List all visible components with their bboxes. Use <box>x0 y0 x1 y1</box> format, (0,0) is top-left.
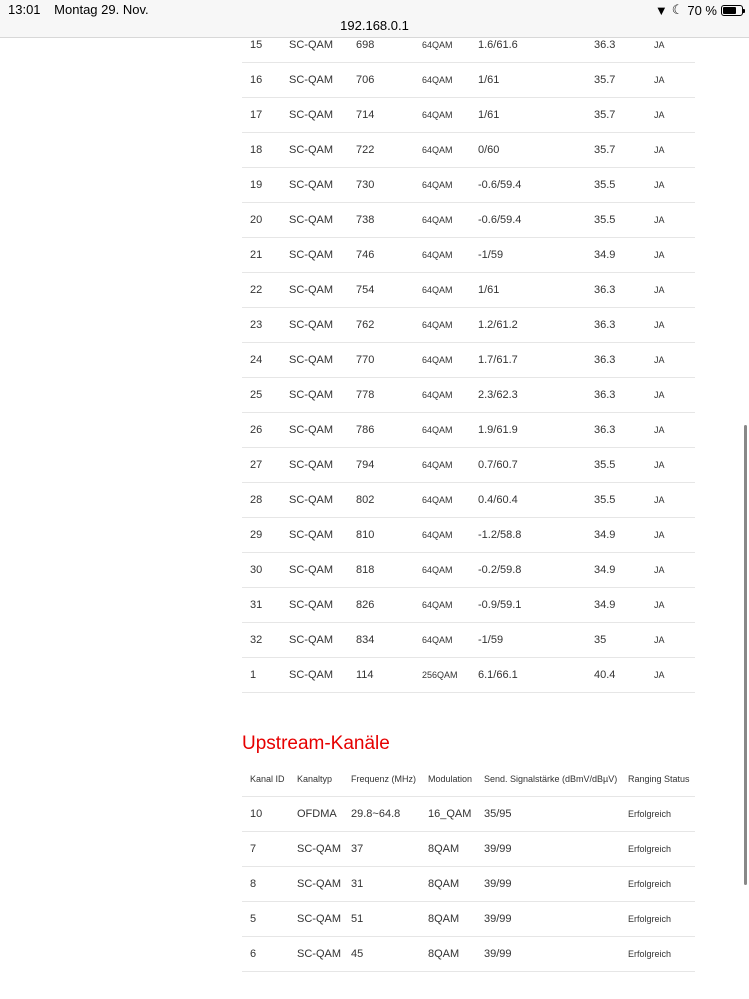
browser-top-bar <box>0 0 749 38</box>
channel-id: 30 <box>250 564 263 576</box>
frequency: 706 <box>356 74 375 86</box>
downstream-table <box>242 28 695 693</box>
locked: JA <box>654 75 665 85</box>
channel-type: SC-QAM <box>289 634 333 646</box>
modulation: 64QAM <box>422 565 453 575</box>
channel-id: 24 <box>250 354 263 366</box>
channel-id: 10 <box>250 808 263 820</box>
frequency: 738 <box>356 214 375 226</box>
scrollbar[interactable] <box>744 425 747 885</box>
snr: 36.3 <box>594 319 616 331</box>
power: -1.2/58.8 <box>478 529 522 541</box>
header-channel-id: Kanal ID <box>250 774 285 784</box>
channel-id: 16 <box>250 74 263 86</box>
status-time: 13:01 <box>8 2 41 17</box>
channel-id: 8 <box>250 878 257 890</box>
frequency: 810 <box>356 529 375 541</box>
snr: 36.3 <box>594 39 616 51</box>
power: -1/59 <box>478 249 504 261</box>
channel-id: 17 <box>250 109 263 121</box>
frequency: 770 <box>356 354 375 366</box>
channel-id: 19 <box>250 179 263 191</box>
moon-icon: ☾ <box>671 2 684 17</box>
transmit-power: 39/99 <box>484 948 512 960</box>
modulation: 64QAM <box>422 110 453 120</box>
channel-type: SC-QAM <box>297 878 341 890</box>
frequency: 730 <box>356 179 375 191</box>
channel-id: 25 <box>250 389 263 401</box>
channel-id: 1 <box>250 669 257 681</box>
frequency: 778 <box>356 389 375 401</box>
power: 1.2/61.2 <box>478 319 518 331</box>
frequency: 29.8~64.8 <box>351 808 401 820</box>
modulation: 8QAM <box>428 948 460 960</box>
transmit-power: 35/95 <box>484 808 512 820</box>
channel-type: SC-QAM <box>289 39 333 51</box>
snr: 36.3 <box>594 284 616 296</box>
modulation: 8QAM <box>428 878 460 890</box>
frequency: 826 <box>356 599 375 611</box>
table-row <box>242 937 695 972</box>
transmit-power: 39/99 <box>484 878 512 890</box>
table-row <box>242 238 695 273</box>
table-row <box>242 797 695 832</box>
frequency: 834 <box>356 634 375 646</box>
locked: JA <box>654 460 665 470</box>
locked: JA <box>654 180 665 190</box>
locked: JA <box>654 110 665 120</box>
channel-type: SC-QAM <box>289 109 333 121</box>
channel-id: 5 <box>250 913 257 925</box>
locked: JA <box>654 495 665 505</box>
snr: 35.5 <box>594 494 616 506</box>
power: 1/61 <box>478 109 500 121</box>
channel-id: 27 <box>250 459 263 471</box>
status-date: Montag 29. Nov. <box>54 2 149 17</box>
frequency: 754 <box>356 284 375 296</box>
channel-type: SC-QAM <box>297 913 341 925</box>
channel-id: 6 <box>250 948 257 960</box>
snr: 35.5 <box>594 179 616 191</box>
table-row <box>242 448 695 483</box>
locked: JA <box>654 320 665 330</box>
table-row <box>242 902 695 937</box>
snr: 34.9 <box>594 249 616 261</box>
address-bar[interactable]: 192.168.0.1 <box>340 18 409 33</box>
snr: 40.4 <box>594 669 616 681</box>
table-row <box>242 553 695 588</box>
modulation: 64QAM <box>422 495 453 505</box>
table-row <box>242 658 695 693</box>
modulation: 64QAM <box>422 215 453 225</box>
header-transmit-power: Send. Signalstärke (dBmV/dBµV) <box>484 774 618 784</box>
table-row <box>242 273 695 308</box>
channel-type: SC-QAM <box>289 144 333 156</box>
ranging-status: Erfolgreich <box>628 879 672 889</box>
modulation: 64QAM <box>422 250 453 260</box>
channel-type: SC-QAM <box>289 74 333 86</box>
channel-type: SC-QAM <box>297 843 341 855</box>
snr: 34.9 <box>594 564 616 576</box>
channel-type: SC-QAM <box>289 284 333 296</box>
channel-type: SC-QAM <box>289 669 333 681</box>
channel-id: 21 <box>250 249 263 261</box>
snr: 34.9 <box>594 529 616 541</box>
table-row <box>242 63 695 98</box>
table-row <box>242 168 695 203</box>
frequency: 746 <box>356 249 375 261</box>
modulation: 64QAM <box>422 355 453 365</box>
power: 0.7/60.7 <box>478 459 518 471</box>
snr: 35.7 <box>594 144 616 156</box>
battery-percent: 70 % <box>687 2 717 18</box>
modulation: 64QAM <box>422 425 453 435</box>
table-row <box>242 203 695 238</box>
locked: JA <box>654 565 665 575</box>
modulation: 64QAM <box>422 145 453 155</box>
power: 0.4/60.4 <box>478 494 518 506</box>
transmit-power: 39/99 <box>484 913 512 925</box>
ranging-status: Erfolgreich <box>628 949 672 959</box>
power: 1.9/61.9 <box>478 424 518 436</box>
table-row <box>242 623 695 658</box>
modulation: 64QAM <box>422 460 453 470</box>
modulation: 8QAM <box>428 843 460 855</box>
channel-type: SC-QAM <box>289 529 333 541</box>
frequency: 114 <box>356 669 374 681</box>
power: 6.1/66.1 <box>478 669 518 681</box>
frequency: 786 <box>356 424 375 436</box>
frequency: 45 <box>351 948 364 960</box>
transmit-power: 39/99 <box>484 843 512 855</box>
channel-id: 28 <box>250 494 263 506</box>
table-row <box>242 378 695 413</box>
frequency: 37 <box>351 843 364 855</box>
power: 1.6/61.6 <box>478 39 518 51</box>
table-row <box>242 518 695 553</box>
wifi-icon: ▼ <box>654 2 668 18</box>
modulation: 64QAM <box>422 320 453 330</box>
frequency: 714 <box>356 109 375 121</box>
power: -0.9/59.1 <box>478 599 522 611</box>
locked: JA <box>654 145 665 155</box>
power: -0.6/59.4 <box>478 214 522 226</box>
locked: JA <box>654 670 665 680</box>
channel-id: 23 <box>250 319 263 331</box>
frequency: 794 <box>356 459 375 471</box>
modulation: 64QAM <box>422 285 453 295</box>
channel-id: 29 <box>250 529 263 541</box>
channel-type: SC-QAM <box>289 249 333 261</box>
channel-type: SC-QAM <box>289 319 333 331</box>
frequency: 818 <box>356 564 375 576</box>
channel-type: SC-QAM <box>289 214 333 226</box>
channel-id: 32 <box>250 634 263 646</box>
power: 1.7/61.7 <box>478 354 518 366</box>
channel-type: SC-QAM <box>289 599 333 611</box>
locked: JA <box>654 285 665 295</box>
power: 1/61 <box>478 74 500 86</box>
channel-type: SC-QAM <box>289 179 333 191</box>
frequency: 698 <box>356 39 375 51</box>
power: -1/59 <box>478 634 504 646</box>
modulation: 8QAM <box>428 913 460 925</box>
snr: 36.3 <box>594 424 616 436</box>
snr: 36.3 <box>594 354 616 366</box>
table-row <box>242 98 695 133</box>
power: 2.3/62.3 <box>478 389 518 401</box>
frequency: 762 <box>356 319 375 331</box>
modulation: 64QAM <box>422 75 453 85</box>
header-channel-type: Kanaltyp <box>297 774 333 784</box>
channel-type: SC-QAM <box>289 354 333 366</box>
modulation: 64QAM <box>422 390 453 400</box>
channel-id: 15 <box>250 39 263 51</box>
modulation: 64QAM <box>422 635 453 645</box>
frequency: 31 <box>351 878 364 890</box>
ranging-status: Erfolgreich <box>628 809 672 819</box>
locked: JA <box>654 530 665 540</box>
snr: 35.7 <box>594 109 616 121</box>
locked: JA <box>654 355 665 365</box>
status-bar-right <box>655 2 743 18</box>
header-ranging-status: Ranging Status <box>628 774 690 784</box>
power: -0.2/59.8 <box>478 564 522 576</box>
ranging-status: Erfolgreich <box>628 844 672 854</box>
frequency: 51 <box>351 913 364 925</box>
locked: JA <box>654 215 665 225</box>
table-row <box>242 413 695 448</box>
locked: JA <box>654 635 665 645</box>
modulation: 16_QAM <box>428 808 472 820</box>
channel-type: SC-QAM <box>289 564 333 576</box>
table-header <box>242 762 695 797</box>
power: 1/61 <box>478 284 500 296</box>
channel-id: 20 <box>250 214 263 226</box>
frequency: 722 <box>356 144 375 156</box>
channel-id: 26 <box>250 424 263 436</box>
modulation: 64QAM <box>422 40 453 50</box>
locked: JA <box>654 40 665 50</box>
channel-type: SC-QAM <box>289 494 333 506</box>
snr: 35 <box>594 634 607 646</box>
channel-id: 7 <box>250 843 257 855</box>
locked: JA <box>654 390 665 400</box>
locked: JA <box>654 250 665 260</box>
channel-type: SC-QAM <box>289 389 333 401</box>
power: -0.6/59.4 <box>478 179 522 191</box>
table-row <box>242 343 695 378</box>
table-row <box>242 588 695 623</box>
channel-id: 18 <box>250 144 263 156</box>
channel-type: SC-QAM <box>289 459 333 471</box>
header-frequency: Frequenz (MHz) <box>351 774 417 784</box>
upstream-table <box>242 762 695 972</box>
channel-id: 22 <box>250 284 263 296</box>
modulation: 256QAM <box>422 670 458 680</box>
snr: 35.5 <box>594 459 616 471</box>
ranging-status: Erfolgreich <box>628 914 672 924</box>
header-modulation: Modulation <box>428 774 473 784</box>
modulation: 64QAM <box>422 600 453 610</box>
channel-type: SC-QAM <box>289 424 333 436</box>
upstream-heading: Upstream-Kanäle <box>242 733 390 754</box>
table-row <box>242 867 695 902</box>
snr: 35.7 <box>594 74 616 86</box>
snr: 36.3 <box>594 389 616 401</box>
snr: 34.9 <box>594 599 616 611</box>
locked: JA <box>654 600 665 610</box>
channel-type: OFDMA <box>297 808 337 820</box>
locked: JA <box>654 425 665 435</box>
frequency: 802 <box>356 494 375 506</box>
channel-id: 31 <box>250 599 263 611</box>
power: 0/60 <box>478 144 500 156</box>
modulation: 64QAM <box>422 180 453 190</box>
table-row <box>242 832 695 867</box>
table-row <box>242 308 695 343</box>
snr: 35.5 <box>594 214 616 226</box>
status-bar-left <box>8 2 159 17</box>
channel-type: SC-QAM <box>297 948 341 960</box>
table-row <box>242 133 695 168</box>
modulation: 64QAM <box>422 530 453 540</box>
battery-icon <box>721 5 743 16</box>
table-row <box>242 483 695 518</box>
